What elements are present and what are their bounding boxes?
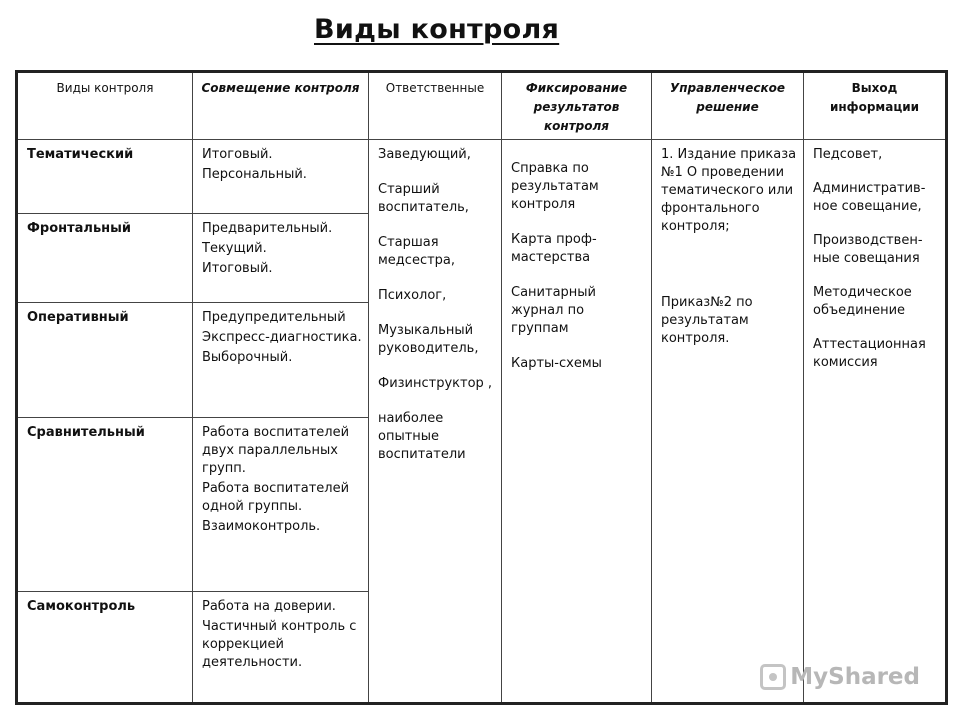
control-kind: Персональный.	[202, 167, 307, 182]
fixation-item: Справка по результатам контроля	[511, 161, 599, 212]
control-kinds	[193, 592, 369, 704]
control-kind: Работа на доверии.	[202, 599, 336, 614]
fixation-item: Санитарный журнал по группам	[511, 285, 596, 336]
header-fixation: Фиксирование результатов контроля	[502, 72, 652, 140]
control-kind: Взаимоконтроль.	[202, 519, 321, 534]
control-kinds	[193, 418, 369, 592]
header-responsible: Ответственные	[369, 72, 502, 140]
responsible-item: Старшая медсестра,	[378, 235, 456, 268]
control-kinds	[193, 140, 369, 214]
watermark-text: MyShared	[790, 664, 920, 690]
control-kind: Экспресс-диагностика.	[202, 330, 362, 345]
control-kind: Частичный контроль с коррекцией деятельности.	[202, 619, 357, 670]
decision-item: 1. Издание приказа №1 О проведении тематического или фронтального контроля;	[661, 147, 797, 234]
control-type-name: Сравнительный	[17, 418, 193, 592]
control-kinds	[193, 214, 369, 303]
output-item: Методическое объединение	[813, 285, 912, 318]
header-decision: Управленческое решение	[652, 72, 804, 140]
control-kind: Выборочный.	[202, 350, 293, 365]
header-control-types: Виды контроля	[17, 72, 193, 140]
responsible-item: Музыкальный руководитель,	[378, 323, 479, 356]
control-kind: Предупредительный	[202, 310, 346, 325]
control-kinds	[193, 303, 369, 418]
control-type-name: Тематический	[17, 140, 193, 214]
fixation-item: Карты-схемы	[511, 356, 602, 371]
control-kind: Текущий.	[202, 241, 267, 256]
control-kind: Работа воспитателей двух параллельных групп.	[202, 425, 350, 476]
watermark-logo	[760, 664, 920, 690]
output-item: Аттестационная комиссия	[813, 337, 926, 370]
responsible-item: Физинструктор ,	[378, 376, 493, 391]
responsible-item: Старший воспитатель,	[378, 182, 469, 215]
control-kind: Работа воспитателей одной группы.	[202, 481, 350, 514]
control-kind: Предварительный.	[202, 221, 333, 236]
responsible-item: Заведующий,	[378, 147, 471, 162]
table-header-row	[17, 72, 947, 140]
responsible-item: Психолог,	[378, 288, 447, 303]
header-output: Выход информации	[804, 72, 947, 140]
control-kind: Итоговый.	[202, 261, 273, 276]
responsible-item: наиболее опытные воспитатели	[378, 411, 466, 462]
control-kind: Итоговый.	[202, 147, 273, 162]
output-cell	[804, 140, 947, 704]
output-item: Педсовет,	[813, 147, 883, 162]
control-types-table	[15, 70, 948, 705]
header-combination: Совмещение контроля	[193, 72, 369, 140]
responsible-cell	[369, 140, 502, 704]
fixation-item: Карта проф-мастерства	[511, 232, 597, 265]
myshared-logo-icon	[760, 664, 786, 690]
control-type-name: Самоконтроль	[17, 592, 193, 704]
control-type-name: Оперативный	[17, 303, 193, 418]
decision-item: Приказ№2 по результатам контроля.	[661, 295, 753, 346]
page-title: Виды контроля	[314, 14, 560, 45]
table-row	[17, 140, 947, 214]
control-type-name: Фронтальный	[17, 214, 193, 303]
decision-cell	[652, 140, 804, 704]
output-item: Производствен-ные совещания	[813, 233, 923, 266]
fixation-cell	[502, 140, 652, 704]
output-item: Административ-ное совещание,	[813, 181, 926, 214]
